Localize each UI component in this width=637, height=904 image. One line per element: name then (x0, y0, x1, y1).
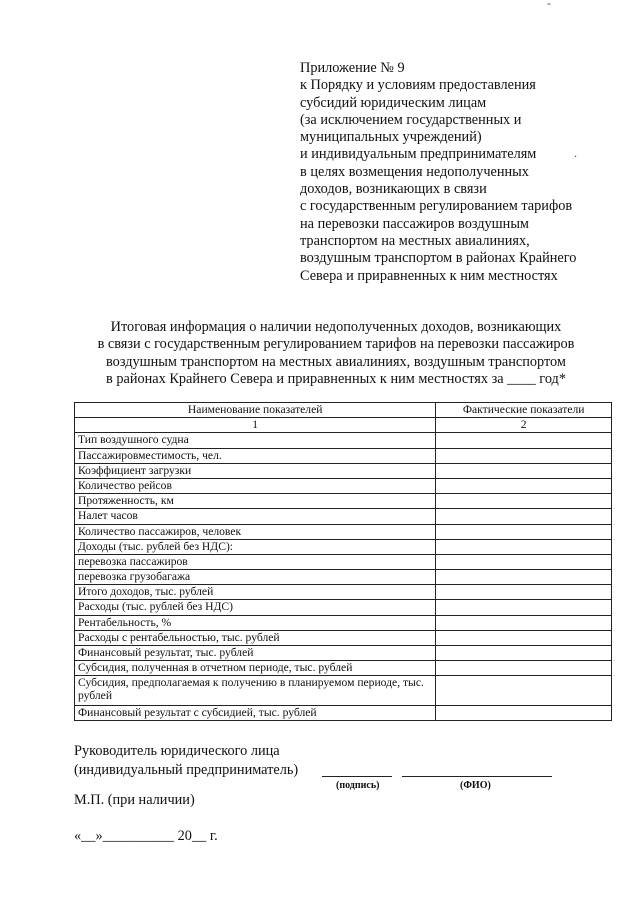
table-row (75, 600, 612, 615)
table-row (75, 494, 612, 509)
signature-block (74, 742, 298, 780)
row-label: Доходы (тыс. рублей без НДС): (75, 539, 436, 554)
row-label: Субсидия, предполагаемая к получению в планируемом периоде, тыс. рублей (75, 676, 436, 705)
table-row (75, 661, 612, 676)
table-row (75, 554, 612, 569)
row-label: Тип воздушного судна (75, 433, 436, 448)
table-row (75, 448, 612, 463)
value-cell[interactable] (436, 478, 612, 493)
appendix-line: на перевозки пассажиров воздушным (300, 215, 529, 232)
table-row (75, 630, 612, 645)
table-row (75, 463, 612, 478)
row-label: Протяженность, км (75, 494, 436, 509)
indicators-table (74, 402, 612, 721)
name-field[interactable] (402, 776, 552, 777)
heading-line: Итоговая информация о наличии недополученных доходов, возникающих (110, 319, 562, 335)
appendix-line: субсидий юридическим лицам (300, 94, 487, 111)
side-margin-mark: . (574, 146, 577, 160)
table-row (75, 433, 612, 448)
appendix-block (300, 60, 620, 285)
table-header-row (75, 403, 612, 418)
table-row (75, 615, 612, 630)
value-cell[interactable] (436, 433, 612, 448)
row-label: Количество рейсов (75, 478, 436, 493)
document-heading (66, 319, 606, 388)
value-cell[interactable] (436, 524, 612, 539)
appendix-line: муниципальных учреждений) (300, 129, 482, 146)
appendix-line: и индивидуальным предпринимателям (300, 146, 537, 163)
name-caption: (ФИО) (460, 780, 491, 791)
value-cell[interactable] (436, 661, 612, 676)
appendix-line: Севера и приравненных к ним местностях (300, 267, 558, 284)
row-label: Количество пассажиров, человек (75, 524, 436, 539)
row-label: Коэффициент загрузки (75, 463, 436, 478)
appendix-title: Приложение № 9 (300, 60, 405, 76)
row-label: Расходы (тыс. рублей без НДС) (75, 600, 436, 615)
table-row (75, 539, 612, 554)
row-label: перевозка грузобагажа (75, 570, 436, 585)
value-cell[interactable] (436, 570, 612, 585)
value-cell[interactable] (436, 615, 612, 630)
value-cell[interactable] (436, 448, 612, 463)
value-cell[interactable] (436, 509, 612, 524)
value-cell[interactable] (436, 585, 612, 600)
signature-line-1: Руководитель юридического лица (74, 743, 280, 759)
signature-line-2: (индивидуальный предприниматель) (74, 762, 299, 778)
row-label: Рентабельность, % (75, 615, 436, 630)
value-cell[interactable] (436, 554, 612, 569)
heading-line: в районах Крайнего Севера и приравненных к ним местностях за ____ год* (106, 370, 566, 387)
table-row (75, 585, 612, 600)
top-margin-mark: - (547, 0, 551, 10)
value-cell[interactable] (436, 630, 612, 645)
row-label: Финансовый результат, тыс. рублей (75, 646, 436, 661)
signature-caption: (подпись) (336, 780, 380, 791)
table-row (75, 705, 612, 720)
row-label: Расходы с рентабельностью, тыс. рублей (75, 630, 436, 645)
row-label: Налет часов (75, 509, 436, 524)
appendix-line: доходов, возникающих в связи (300, 181, 487, 198)
table-row (75, 646, 612, 661)
table-row (75, 570, 612, 585)
row-label: Субсидия, полученная в отчетном периоде, тыс. рублей (75, 661, 436, 676)
row-label: Финансовый результат с субсидией, тыс. рублей (75, 705, 436, 720)
value-cell[interactable] (436, 539, 612, 554)
appendix-line: (за исключением государственных и (300, 111, 522, 128)
column-header-name: Наименование показателей (75, 403, 436, 418)
heading-line: в связи с государственным регулированием тарифов на перевозки пассажиров (97, 336, 575, 353)
column-number: 2 (436, 418, 612, 433)
value-cell[interactable] (436, 676, 612, 705)
value-cell[interactable] (436, 600, 612, 615)
value-cell[interactable] (436, 705, 612, 720)
appendix-line: в целях возмещения недополученных (300, 163, 529, 180)
appendix-line: воздушным транспортом в районах Крайнего (300, 250, 577, 267)
column-number-row (75, 418, 612, 433)
row-label: Пассажировместимость, чел. (75, 448, 436, 463)
table-row (75, 478, 612, 493)
value-cell[interactable] (436, 494, 612, 509)
value-cell[interactable] (436, 646, 612, 661)
heading-line: воздушным транспортом на местных авиалиниях, воздушным транспортом (106, 353, 566, 370)
column-header-actual: Фактические показатели (436, 403, 612, 418)
table-row (75, 524, 612, 539)
row-label: Итого доходов, тыс. рублей (75, 585, 436, 600)
table-row (75, 676, 612, 705)
column-number: 1 (75, 418, 436, 433)
appendix-line: с государственным регулированием тарифов (300, 198, 573, 215)
signature-field[interactable] (322, 776, 392, 777)
value-cell[interactable] (436, 463, 612, 478)
row-label: перевозка пассажиров (75, 554, 436, 569)
stamp-note: М.П. (при наличии) (74, 792, 195, 808)
appendix-line: к Порядку и условиям предоставления (300, 77, 536, 94)
appendix-line: транспортом на местных авиалиниях, (300, 232, 530, 249)
table-row (75, 509, 612, 524)
date-line: «__»__________ 20__ г. (74, 828, 218, 844)
